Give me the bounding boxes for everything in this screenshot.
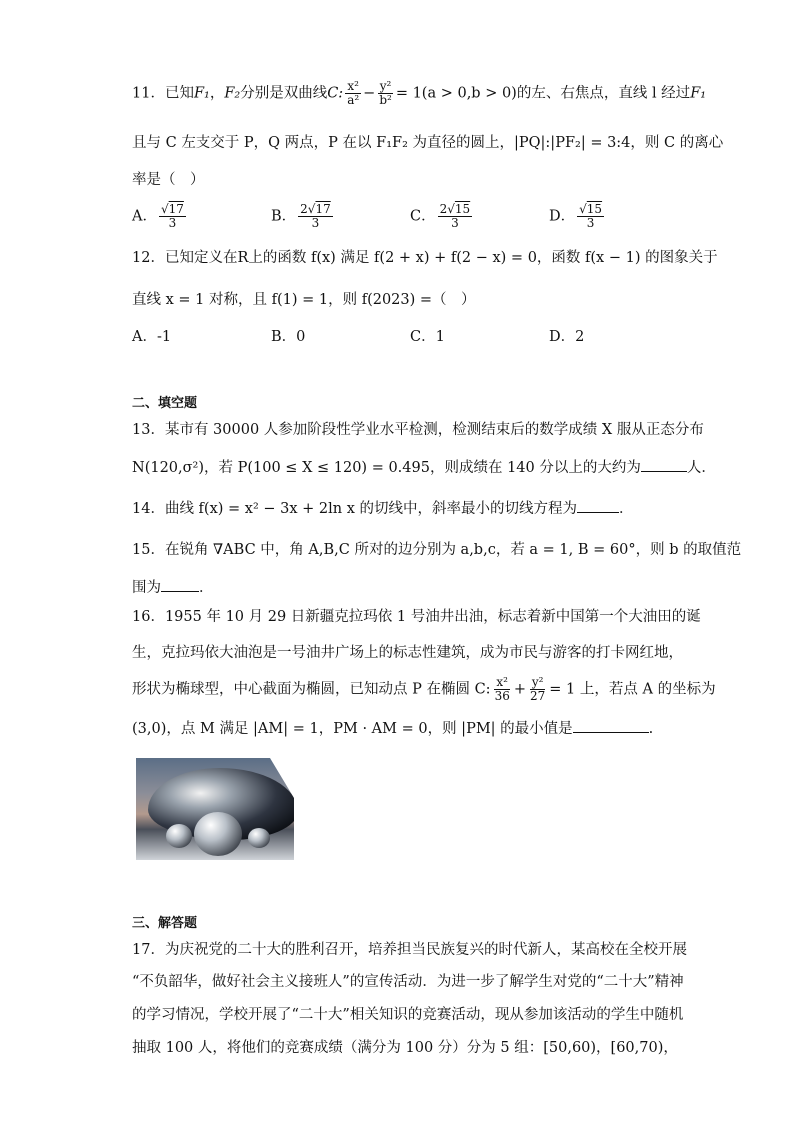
q11-line2: 且与 C 左支交于 P，Q 两点，P 在以 F₁F₂ 为直径的圆上，|PQ|:|PF₂| = 3:4，则 C 的离心 xyxy=(132,135,724,151)
q16-frac-x xyxy=(493,676,512,703)
q15-answer-blank[interactable] xyxy=(161,577,199,592)
q11-option-c-frac xyxy=(438,203,473,230)
q11-option-a-rad: 17 xyxy=(168,202,184,216)
q11-option-c[interactable] xyxy=(410,203,474,230)
q12-option-c-value: 1 xyxy=(435,329,445,345)
section-answer-heading: 三、解答题 xyxy=(132,916,198,931)
q11-option-a-num: √17 xyxy=(160,202,184,216)
q11-option-c-num: 2√15 xyxy=(439,202,471,216)
q15-line1: 15．在锐角 ∇ABC 中，角 A,B,C 所对的边分别为 a,b,c，若 a = 1, B = 60°，则 b 的取值范 xyxy=(132,542,742,558)
q13-line1: 13．某市有 30000 人参加阶段性学业水平检测，检测结束后的数学成绩 X 服从正态分布 xyxy=(132,422,704,438)
q13-line2-text: N(120,σ²)，若 P(100 ≤ X ≤ 120) = 0.495，则成绩在 140 分以上的大约为 xyxy=(132,460,641,476)
q11-option-b-letter: B． xyxy=(271,208,297,225)
sculpture-sphere-large xyxy=(194,812,242,856)
q16-frac-x-den: 36 xyxy=(494,689,510,703)
q16-line3-text: 形状为椭球型，中心截面为椭圆，已知动点 P 在椭圆 C: xyxy=(132,681,491,698)
q16-answer-blank[interactable] xyxy=(573,718,649,733)
q13-line2-end: 人． xyxy=(686,460,716,476)
q14-end: ． xyxy=(619,501,634,517)
q12-option-d-letter: D． xyxy=(549,329,576,345)
q13-answer-blank[interactable] xyxy=(641,457,687,472)
q11-frac-y-den: b² xyxy=(379,93,392,107)
q16-line4-text: (3,0)，点 M 满足 |AM| = 1，PM · AM = 0，则 |PM| 的最小值是 xyxy=(132,721,573,737)
q17-line3: 的学习情况，学校开展了“二十大”相关知识的竞赛活动，现从参加该活动的学生中随机 xyxy=(132,1007,684,1023)
q11-f1: F₁ xyxy=(193,85,210,102)
q17-line1: 17．为庆祝党的二十大的胜利召开，培养担当民族复兴的时代新人，某高校在全校开展 xyxy=(132,942,687,958)
q11-option-c-coef: 2 xyxy=(439,202,448,216)
q11-option-a-den: 3 xyxy=(168,216,177,230)
q11-option-c-rad: 15 xyxy=(454,202,471,216)
q16-line4 xyxy=(132,718,653,739)
q11-f2: F₂ xyxy=(224,85,241,102)
q16-line3-end: = 1 上，若点 A 的坐标为 xyxy=(549,681,716,698)
q11-line3: 率是（ ） xyxy=(132,172,205,188)
q11-option-b-frac xyxy=(298,203,333,230)
q12-option-c-letter: C． xyxy=(410,329,436,345)
q11-frac-y xyxy=(377,80,394,107)
q11-text3: = 1(a > 0,b > 0)的左、右焦点，直线 l 经过 xyxy=(395,85,691,102)
q16-line1: 16．1955 年 10 月 29 日新疆克拉玛依 1 号油井出油，标志着新中国第一个大油田的诞 xyxy=(132,609,701,625)
q11-comma: ， xyxy=(209,85,225,102)
q11-option-d[interactable] xyxy=(549,203,606,230)
q11-option-b-coef: 2 xyxy=(300,202,308,216)
q11-option-c-den: 3 xyxy=(451,216,459,230)
q17-line2: “不负韶华，做好社会主义接班人”的宣传活动．为进一步了解学生对党的“二十大”精神 xyxy=(132,974,684,990)
q11-option-c-letter: C． xyxy=(410,208,436,225)
q11-option-d-letter: D． xyxy=(549,208,576,225)
q16-frac-y-den: 27 xyxy=(530,689,546,703)
q12-option-a-letter: A． xyxy=(132,329,157,345)
q16-plus: + xyxy=(513,681,526,698)
q16-frac-x-num: x² xyxy=(496,675,508,689)
q11-frac-x-den: a² xyxy=(347,93,360,107)
q11-curve: C: xyxy=(327,85,344,102)
q15-line2 xyxy=(132,577,214,598)
q12-option-a[interactable] xyxy=(132,327,171,347)
q12-option-c[interactable] xyxy=(410,327,445,347)
q16-frac-y-num: y² xyxy=(531,675,544,689)
q11-option-b[interactable] xyxy=(271,203,335,230)
q16-line3 xyxy=(132,676,716,703)
q11-frac-x xyxy=(345,80,361,107)
q12-option-b-value: 0 xyxy=(296,329,306,345)
q15-end: ． xyxy=(199,580,214,596)
q11-frac-y-num: y² xyxy=(379,79,392,93)
q17-line4: 抽取 100 人，将他们的竞赛成绩（满分为 100 分）分为 5 组：[50,60)，[60,70)， xyxy=(132,1040,678,1056)
sculpture-sphere-right xyxy=(248,828,270,848)
q16-end: . xyxy=(648,721,654,737)
q16-frac-y xyxy=(528,676,547,703)
q11-option-d-frac xyxy=(577,203,604,230)
q11-option-b-rad: 17 xyxy=(315,202,331,216)
q11-option-d-num: √15 xyxy=(579,202,603,216)
q11-option-a-letter: A． xyxy=(132,208,157,225)
q11-option-b-num: 2√17 xyxy=(300,202,331,216)
q11-option-d-rad: 15 xyxy=(586,202,603,216)
q11-option-b-den: 3 xyxy=(311,216,320,230)
q13-line2 xyxy=(132,457,716,478)
q12-option-a-value: -1 xyxy=(156,329,172,345)
q12-line2: 直线 x = 1 对称，且 f(1) = 1，则 f(2023) =（ ） xyxy=(132,292,476,308)
q16-line2: 生，克拉玛依大油泡是一号油井广场上的标志性建筑，成为市民与游客的打卡网红地， xyxy=(132,645,683,661)
q11-text2: 分别是双曲线 xyxy=(240,85,328,102)
q11-frac-x-num: x² xyxy=(347,79,359,93)
q11-option-d-den: 3 xyxy=(586,216,595,230)
q12-option-b[interactable] xyxy=(271,327,305,347)
q12-option-b-letter: B． xyxy=(271,329,297,345)
section-fill-in-heading: 二、填空题 xyxy=(132,396,198,411)
oil-bubble-photo xyxy=(136,758,294,860)
q14-answer-blank[interactable] xyxy=(577,498,619,513)
sculpture-sphere-small xyxy=(166,824,192,848)
q11-minus: − xyxy=(363,85,376,102)
q11-text: 11．已知 xyxy=(132,85,194,102)
q14-text: 14．曲线 f(x) = x² − 3x + 2ln x 的切线中，斜率最小的切线方程为 xyxy=(132,501,578,517)
q15-line2-text: 围为 xyxy=(132,580,161,596)
q11-line1 xyxy=(132,80,706,107)
q11-f1b: F₁ xyxy=(690,85,707,102)
q14-line xyxy=(132,498,634,519)
q11-option-a[interactable] xyxy=(132,203,188,230)
q12-option-d-value: 2 xyxy=(575,329,585,345)
q11-option-a-frac xyxy=(159,203,186,230)
q12-line1: 12．已知定义在R上的函数 f(x) 满足 f(2 + x) + f(2 − x) = 0，函数 f(x − 1) 的图象关于 xyxy=(132,250,718,266)
q12-option-d[interactable] xyxy=(549,327,584,347)
